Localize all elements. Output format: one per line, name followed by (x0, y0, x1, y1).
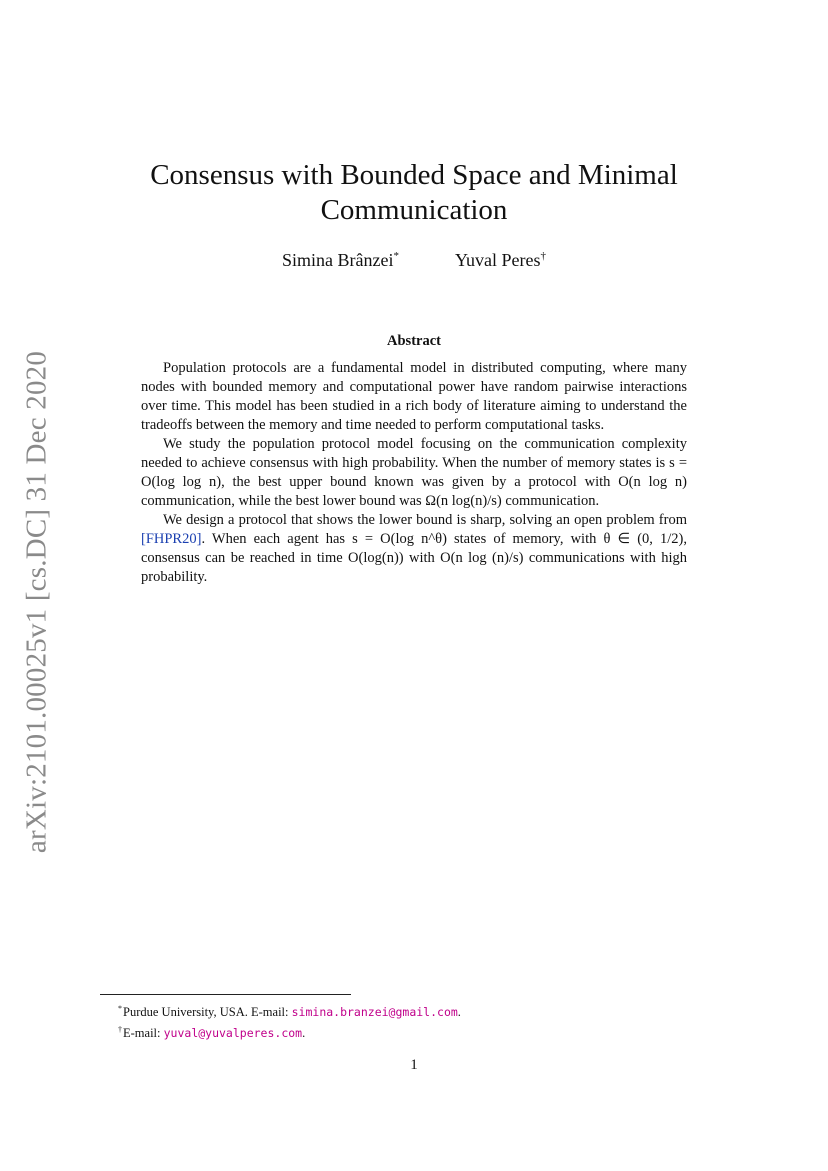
abstract-body (141, 359, 687, 587)
abstract-paragraph: We study the population protocol model focusing on the communication complexity needed to achieve consensus with high probability. When the number of memory states is s = O(log log n), the best upper bound known was given by a protocol with O(n log n) communication, while the best lower bound was Ω(n log(n)/s) communication. (141, 436, 687, 509)
email-link[interactable]: simina.branzei@gmail.com (291, 1005, 458, 1019)
email-link[interactable]: yuval@yuvalperes.com (163, 1026, 303, 1040)
abstract-paragraph: Population protocols are a fundamental model in distributed computing, where many nodes with bounded memory and computational power have random pairwise interactions over time. This model has been studied in a rich body of literature aiming to understand the tradeoffs between the memory and time needed to perform computational tasks. (141, 360, 687, 433)
footnote-text: E-mail: (123, 1026, 164, 1040)
abstract-heading: Abstract (387, 333, 441, 349)
author (282, 250, 399, 271)
author-footnote-mark: † (540, 250, 546, 262)
footnote-end: . (302, 1026, 306, 1040)
author-list (0, 250, 828, 271)
paragraph-text: We design a protocol that shows the lower bound is sharp, solving an open problem from (163, 512, 687, 528)
page-number: 1 (410, 1057, 418, 1073)
citation-link[interactable]: [FHPR20] (141, 531, 202, 547)
paragraph-text: . When each agent has s = O(log n^θ) states of memory, with θ ∈ (0, 1/2), consensus can be reached in time O(log(n)) with O(n log (n)/s) communications with high probability. (141, 531, 687, 585)
arxiv-identifier: arXiv:2101.00025v1 [cs.DC] 31 Dec 2020 (20, 350, 53, 854)
author-footnote-mark: * (393, 250, 399, 262)
author (455, 250, 546, 271)
author-name: Simina Brânzei (282, 250, 394, 270)
paper-title: Consensus with Bounded Space and Minimal Communication (150, 159, 678, 226)
footnote-text: Purdue University, USA. E-mail: (123, 1005, 292, 1019)
footnote (118, 1021, 718, 1042)
footnotes (118, 1000, 718, 1042)
footnote-end: . (457, 1005, 461, 1019)
footnote (118, 1000, 718, 1021)
footnote-divider (100, 994, 351, 995)
author-name: Yuval Peres (455, 250, 541, 270)
footnote-mark: * (118, 1004, 122, 1013)
footnote-mark: † (118, 1025, 122, 1034)
abstract-paragraph (141, 511, 687, 587)
